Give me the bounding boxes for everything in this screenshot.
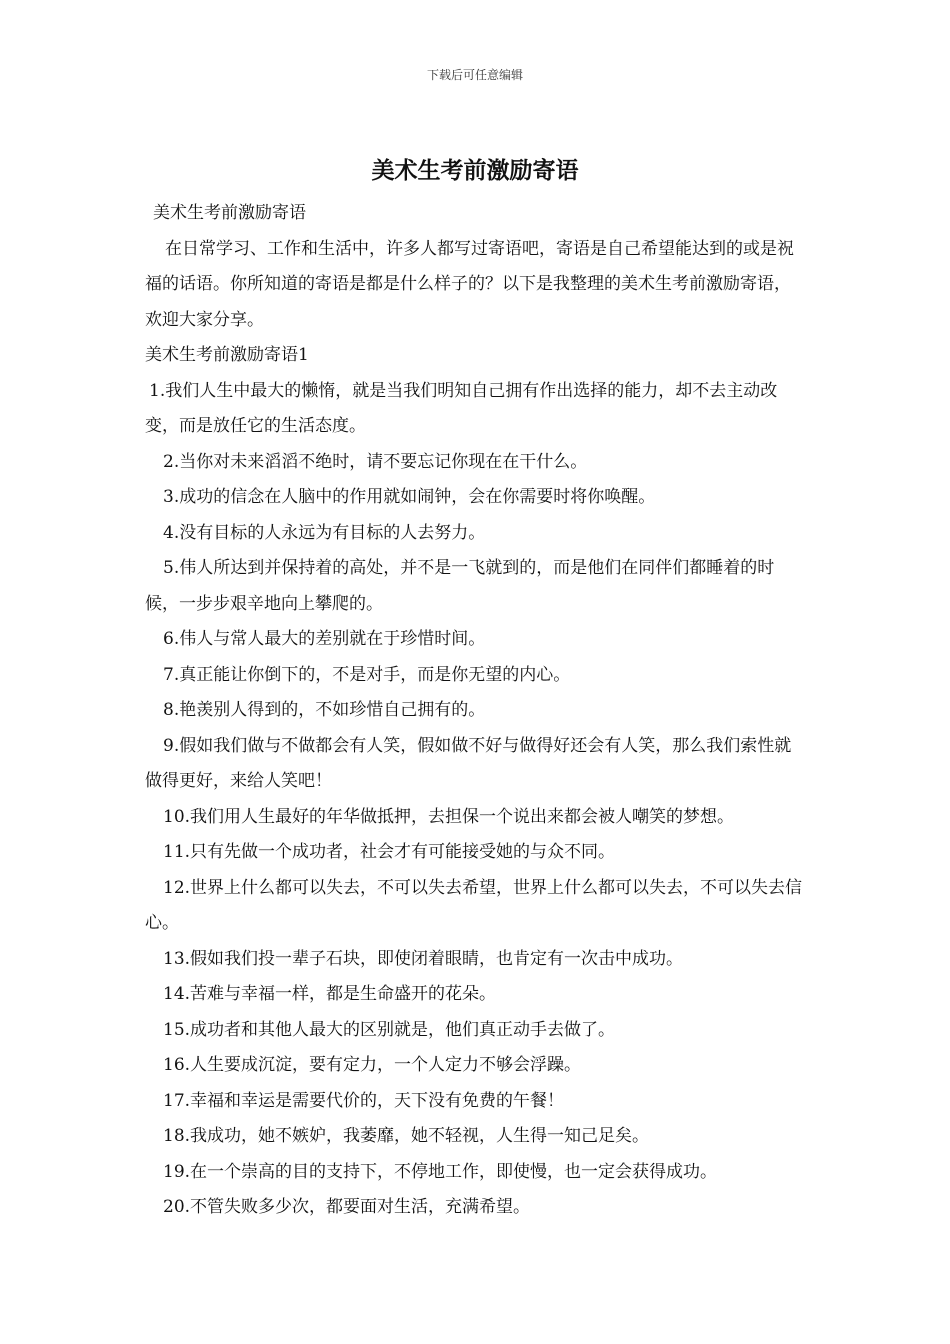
list-item: 12.世界上什么都可以失去，不可以失去希望，世界上什么都可以失去，不可以失去信心。 [145,877,803,933]
list-item: 17.幸福和幸运是需要代价的，天下没有免费的午餐！ [163,1090,565,1111]
list-item: 6.伟人与常人最大的差别就在于珍惜时间。 [163,629,486,649]
list-item: 10.我们用人生最好的年华做抵押，去担保一个说出来都会被人嘲笑的梦想。 [163,806,735,827]
list-item: 7.真正能让你倒下的，不是对手，而是你无望的内心。 [163,664,571,685]
subtitle: 美术生考前激励寄语 [153,203,306,223]
list-item: 2.当你对未来滔滔不绝时，请不要忘记你现在在干什么。 [163,451,588,472]
list-item: 1.我们人生中最大的懒惰，就是当我们明知自己拥有作出选择的能力，却不去主动改变，而是放任它的生活态度。 [145,380,778,436]
list-item: 18.我成功，她不嫉妒，我萎靡，她不轻视，人生得一知己足矣。 [163,1126,650,1146]
list-item: 13.假如我们投一辈子石块，即使闭着眼睛，也肯定有一次击中成功。 [163,948,684,969]
list-item: 3.成功的信念在人脑中的作用就如闹钟，会在你需要时将你唤醒。 [163,487,656,507]
list-item: 20.不管失败多少次，都要面对生活，充满希望。 [163,1197,531,1217]
document-body [145,196,807,1226]
list-item: 16.人生要成沉淀，要有定力，一个人定力不够会浮躁。 [163,1055,582,1075]
list-item: 11.只有先做一个成功者，社会才有可能接受她的与众不同。 [163,842,616,862]
list-item: 19.在一个崇高的目的支持下，不停地工作，即使慢，也一定会获得成功。 [163,1161,718,1182]
document-title: 美术生考前激励寄语 [371,157,579,184]
list-item: 4.没有目标的人永远为有目标的人去努力。 [163,522,486,543]
section-heading: 美术生考前激励寄语1 [145,345,309,365]
list-item: 9.假如我们做与不做都会有人笑，假如做不好与做得好还会有人笑，那么我们索性就做得更好，来给人笑吧！ [145,735,792,791]
list-item: 5.伟人所达到并保持着的高处，并不是一飞就到的，而是他们在同伴们都睡着的时候，一步步艰辛地向上攀爬的。 [145,558,775,614]
header-note: 下载后可任意编辑 [426,68,523,82]
list-item: 15.成功者和其他人最大的区别就是，他们真正动手去做了。 [163,1019,616,1040]
list-item: 8.艳羡别人得到的，不如珍惜自己拥有的。 [163,700,486,720]
list-item: 14.苦难与幸福一样，都是生命盛开的花朵。 [163,984,497,1004]
intro-paragraph: 在日常学习、工作和生活中，许多人都写过寄语吧，寄语是自己希望能达到的或是祝福的话语。你所知道的寄语是都是什么样子的？以下是我整理的美术生考前激励寄语，欢迎大家分享。 [145,238,794,330]
